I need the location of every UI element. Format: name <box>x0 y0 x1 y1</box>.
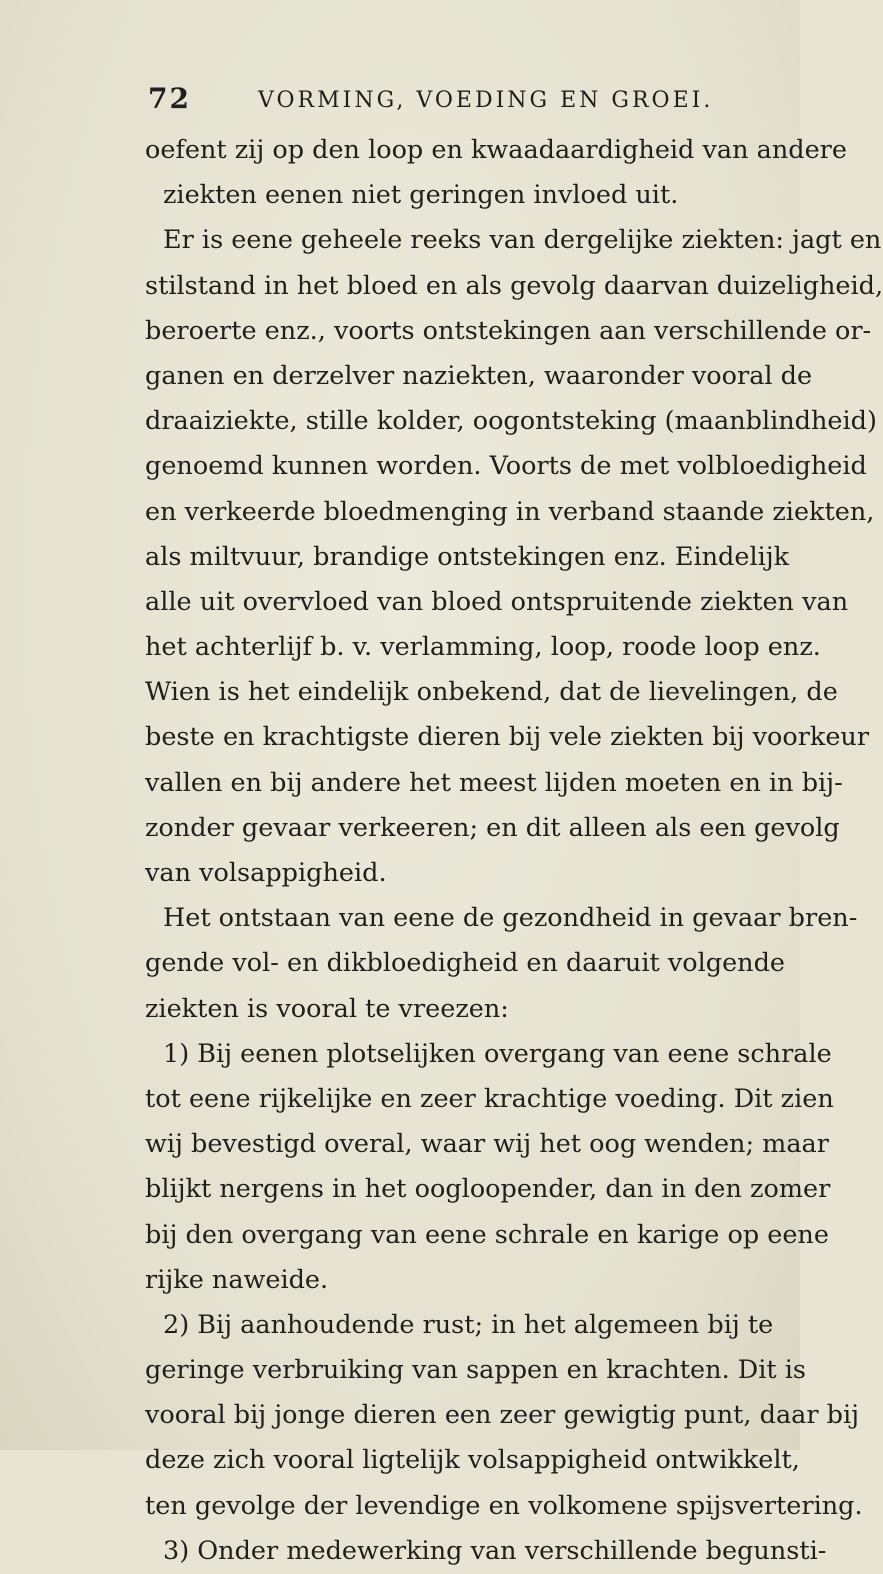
text-line: tot eene rijkelijke en zeer krachtige voeding. Dit zien <box>145 1083 834 1114</box>
text-line: 2) Bij aanhoudende rust; in het algemeen bij te <box>163 1309 774 1340</box>
text-line: beroerte enz., voorts ontstekingen aan verschillende or- <box>145 315 872 346</box>
text-line: genoemd kunnen worden. Voorts de met volbloedigheid <box>145 451 867 482</box>
body-text <box>145 128 883 1574</box>
text-line: 1) Bij eenen plotselijken overgang van eene schrale <box>163 1038 832 1069</box>
text-line: het achterlijf b. v. verlamming, loop, roode loop enz. <box>145 632 821 663</box>
page-number: 72 <box>148 82 191 115</box>
text-line: deze zich vooral ligtelijk volsappigheid ontwikkelt, <box>145 1445 800 1476</box>
text-line: wij bevestigd overal, waar wij het oog wenden; maar <box>145 1129 829 1160</box>
text-line: vooral bij jonge dieren een zeer gewigtig punt, daar bij <box>145 1400 860 1431</box>
text-line: als miltvuur, brandige ontstekingen enz. Eindelijk <box>145 541 790 572</box>
text-line: ganen en derzelver naziekten, waaronder vooral de <box>145 360 813 391</box>
text-line: zonder gevaar verkeeren; en dit alleen als een gevolg <box>145 812 840 843</box>
text-line: gende vol- en dikbloedigheid en daaruit volgende <box>145 948 786 979</box>
text-line: vallen en bij andere het meest lijden moeten en in bij- <box>145 767 843 798</box>
running-title: VORMING, VOEDING EN GROEI. <box>258 88 714 113</box>
text-line: van volsappigheid. <box>145 858 387 888</box>
text-line: geringe verbruiking van sappen en krachten. Dit is <box>145 1355 806 1386</box>
text-line: beste en krachtigste dieren bij vele ziekten bij voorkeur <box>145 722 870 753</box>
text-line: blijkt nergens in het oogloopender, dan in den zomer <box>145 1174 831 1205</box>
text-line: Wien is het eindelijk onbekend, dat de lievelingen, de <box>145 677 838 708</box>
text-line: ziekten eenen niet geringen invloed uit. <box>163 180 679 211</box>
text-line: Er is eene geheele reeks van dergelijke ziekten: jagt en <box>163 225 882 256</box>
text-line: rijke naweide. <box>145 1264 329 1295</box>
text-line: 3) Onder medewerking van verschillende begunsti- <box>163 1535 827 1566</box>
text-line: stilstand in het bloed en als gevolg daarvan duizeligheid, <box>145 270 883 301</box>
text-line: draaiziekte, stille kolder, oogontsteking (maanblindheid) <box>145 406 877 437</box>
text-line: alle uit overvloed van bloed ontspruitende ziekten van <box>145 586 849 617</box>
text-line: ziekten is vooral te vreezen: <box>145 993 509 1024</box>
text-line: en verkeerde bloedmenging in verband staande ziekten, <box>145 496 875 527</box>
text-line: Het ontstaan van eene de gezondheid in gevaar bren- <box>163 903 858 934</box>
text-line: oefent zij op den loop en kwaadaardigheid van andere <box>145 135 847 165</box>
text-line: ten gevolge der levendige en volkomene spijsvertering. <box>145 1490 863 1521</box>
text-line: bij den overgang van eene schrale en karige op eene <box>145 1219 829 1250</box>
